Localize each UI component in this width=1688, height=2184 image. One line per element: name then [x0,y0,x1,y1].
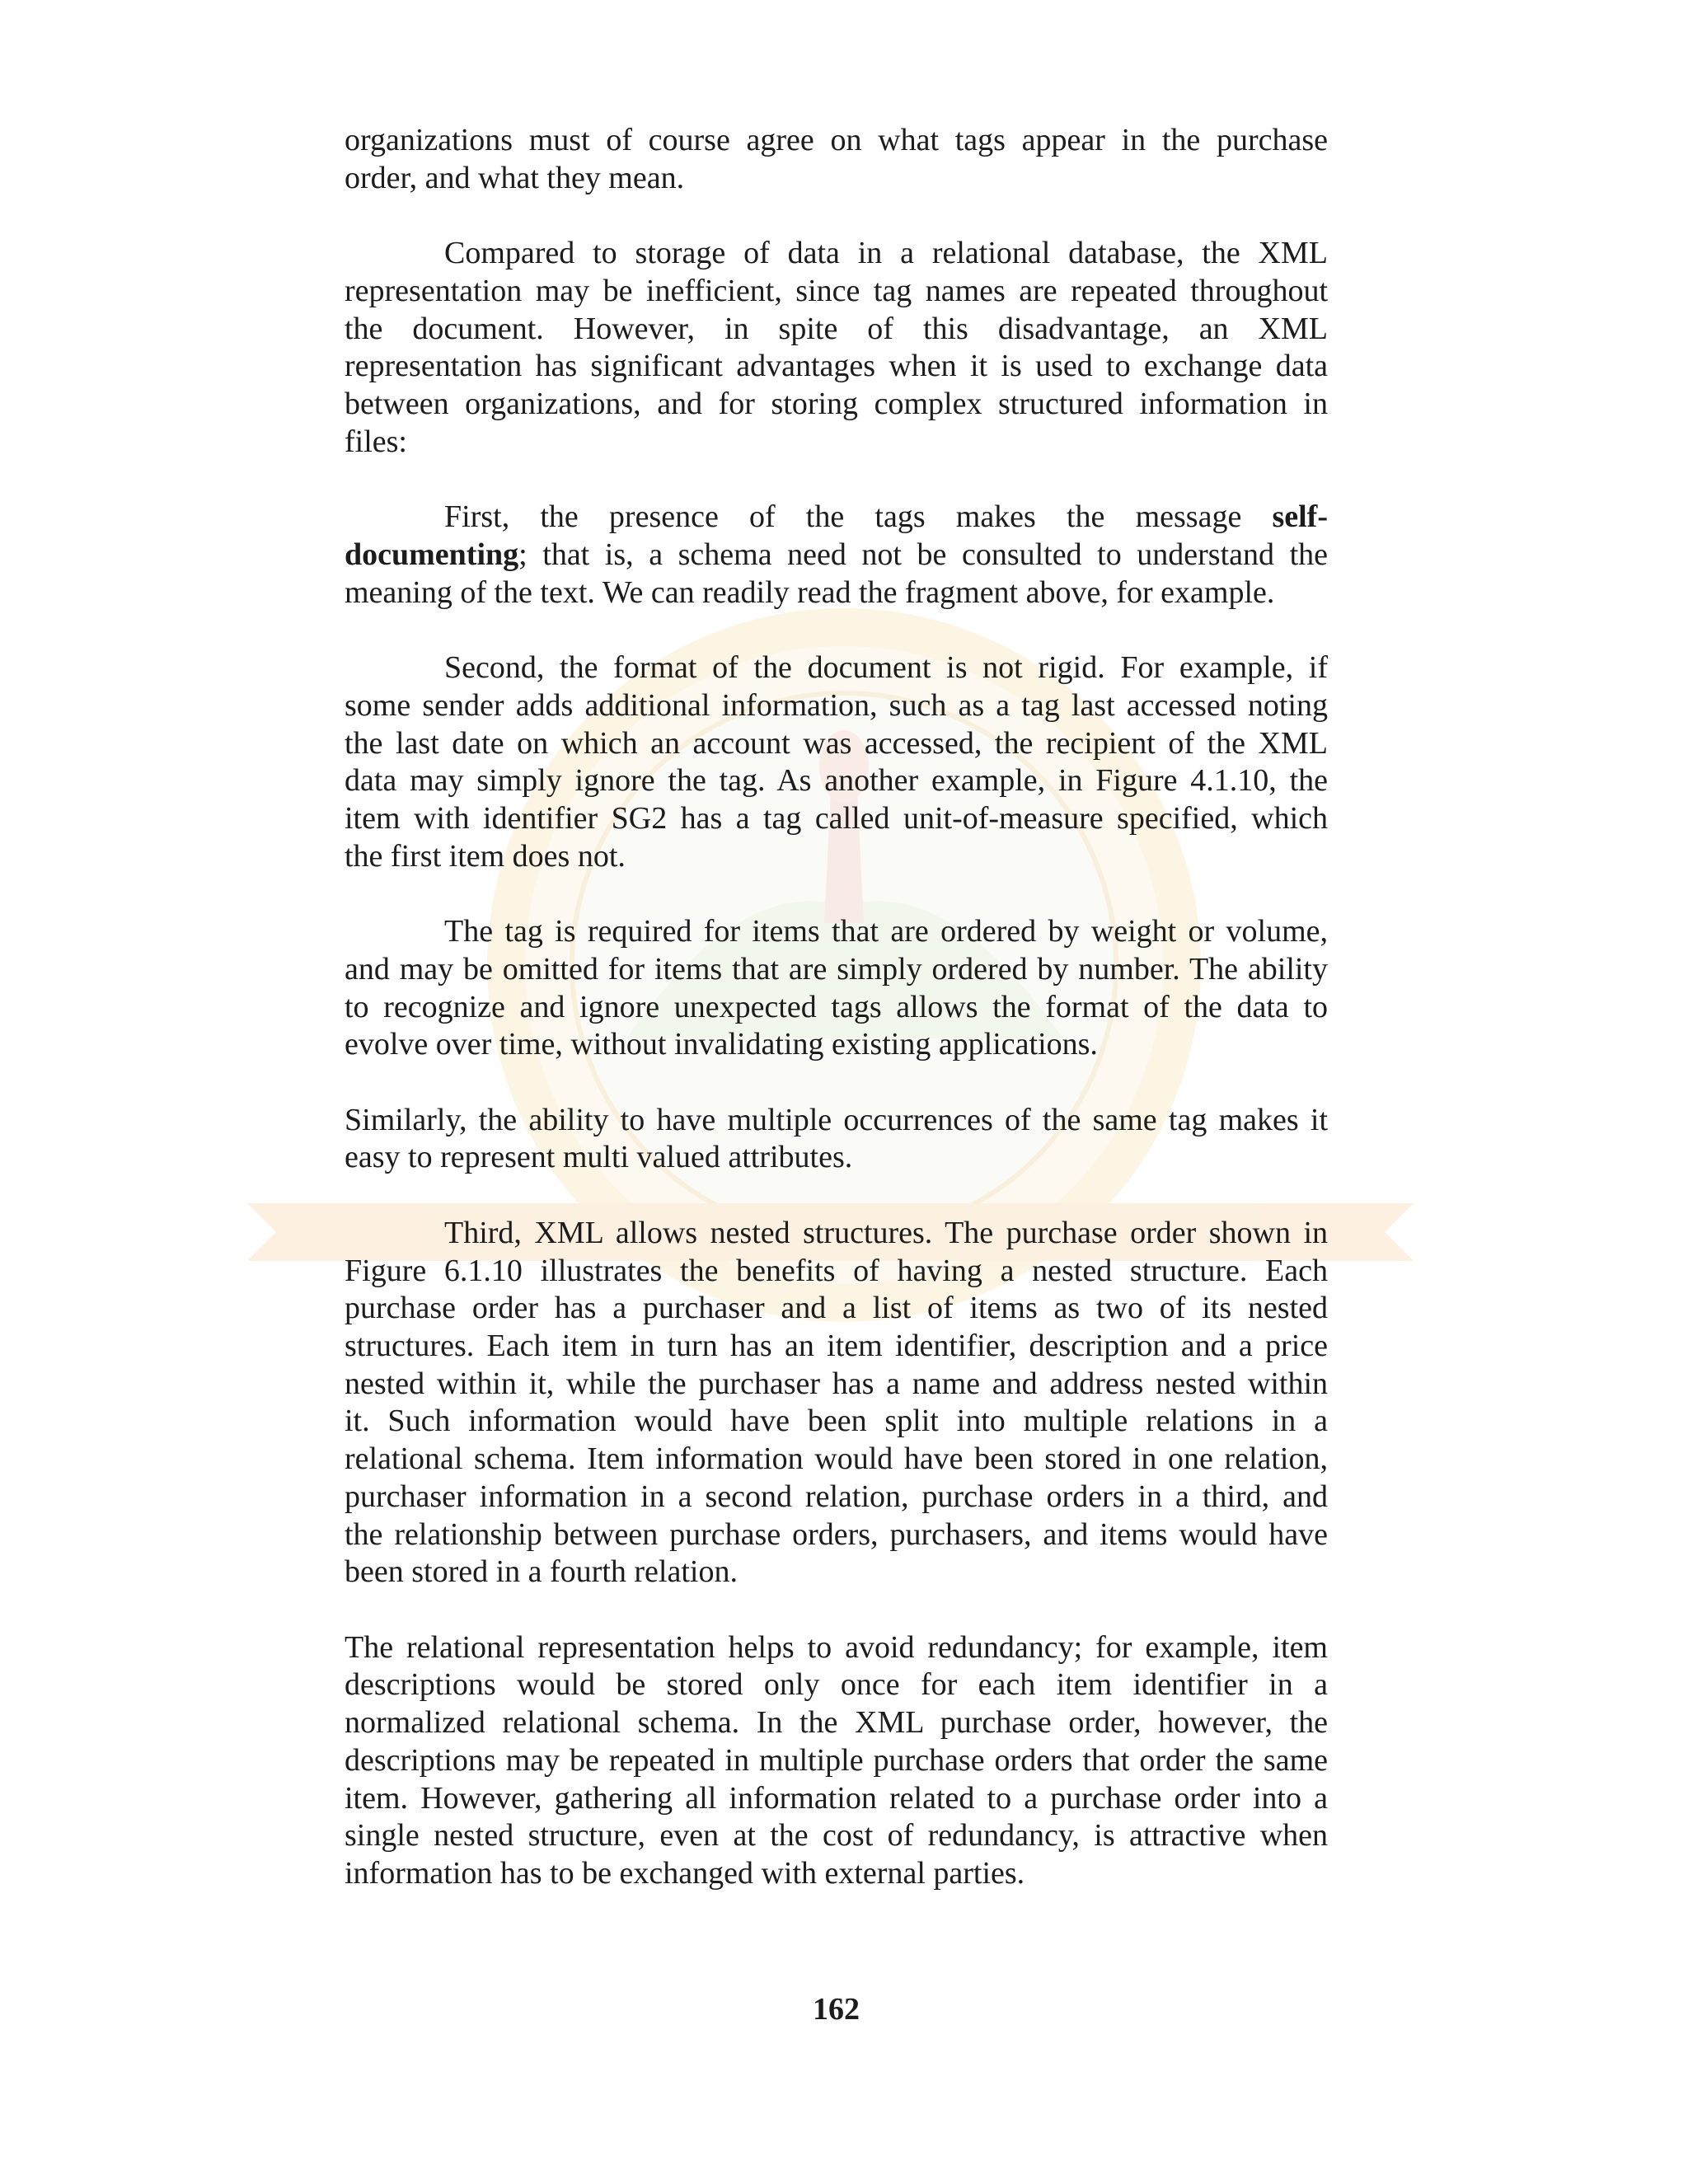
text-line: meaning of the text. We can readily read the fragment above, for example. [345,574,1275,610]
text-line: the document. However, in spite of this disadvantage, an XML [345,311,1328,346]
text-line: to recognize and ignore unexpected tags allows the format of the data to [345,989,1328,1024]
text-line [345,537,1328,574]
text-line [345,499,1328,537]
body-text [345,122,1328,1893]
text-line: purchaser information in a second relation, purchase orders in a third, and [345,1479,1328,1514]
body-paragraph [345,913,1328,1064]
body-paragraph [345,1215,1328,1591]
text-line: single nested structure, even at the cost of redundancy, is attractive when [345,1818,1328,1854]
text-line: item. However, gathering all information related to a purchase order into a [345,1780,1328,1816]
body-paragraph [345,122,1328,197]
body-paragraph [345,235,1328,461]
text-line: Compared to storage of data in a relational database, the XML [444,236,1328,271]
text-line: representation has significant advantages when it is used to exchange data [345,349,1328,384]
text-line: some sender adds additional information, such as a tag last accessed noting [345,687,1328,723]
text-line: The relational representation helps to avoid redundancy; for example, item [345,1629,1328,1665]
text-line: Second, the format of the document is not rigid. For example, if [444,650,1328,686]
text-line: nested within it, while the purchaser has a name and address nested within [345,1366,1328,1401]
bold-term: self- [1272,499,1328,535]
text-line: Third, XML allows nested structures. The purchase order shown in [444,1215,1328,1250]
text-line: organizations must of course agree on what tags appear in the purchase [345,123,1328,157]
text-line: the last date on which an account was accessed, the recipient of the XML [345,725,1328,761]
text-line: Figure 6.1.10 illustrates the benefits of having a nested structure. Each [345,1253,1328,1288]
text-line: The tag is required for items that are ordered by weight or volume, [444,914,1328,949]
text-segment: ; that is, a schema need not be consulted to understand the [518,537,1328,572]
body-paragraph [345,499,1328,612]
text-line: descriptions would be stored only once for each item identifier in a [345,1667,1328,1703]
body-paragraph [345,1629,1328,1893]
text-line: and may be omitted for items that are simply ordered by number. The ability [345,951,1328,987]
text-line: files: [345,424,407,459]
text-line: it. Such information would have been split into multiple relations in a [345,1404,1328,1439]
bold-term: documenting [345,537,519,572]
text-line: relational schema. Item information would have been stored in one relation, [345,1441,1328,1477]
text-line: Similarly, the ability to have multiple occurrences of the same tag makes it [345,1102,1328,1137]
body-paragraph [345,1102,1328,1177]
text-line: order, and what they mean. [345,160,685,195]
text-line: evolve over time, without invalidating existing applications. [345,1027,1098,1062]
text-segment: First, the presence of the tags makes the message [444,499,1273,535]
text-line: normalized relational schema. In the XML purchase order, however, the [345,1705,1328,1741]
text-line: structures. Each item in turn has an item identifier, description and a price [345,1329,1328,1363]
text-line: been stored in a fourth relation. [345,1554,738,1590]
text-line: easy to represent multi valued attributes. [345,1140,853,1175]
text-line: between organizations, and for storing complex structured information in [345,387,1328,422]
text-line: descriptions may be repeated in multiple purchase orders that order the same [345,1742,1328,1778]
text-line: representation may be inefficient, since tag names are repeated throughout [345,273,1328,308]
body-paragraph [345,649,1328,875]
text-line: item with identifier SG2 has a tag called unit-of-measure specified, which [345,800,1328,836]
text-line: the first item does not. [345,838,626,874]
text-line: purchase order has a purchaser and a list of items as two of its nested [345,1291,1328,1326]
text-line: data may simply ignore the tag. As another example, in Figure 4.1.10, the [345,763,1328,799]
page-number: 162 [813,1992,860,2027]
text-line: the relationship between purchase orders, purchasers, and items would have [345,1516,1328,1552]
text-line: information has to be exchanged with external parties. [345,1856,1025,1891]
